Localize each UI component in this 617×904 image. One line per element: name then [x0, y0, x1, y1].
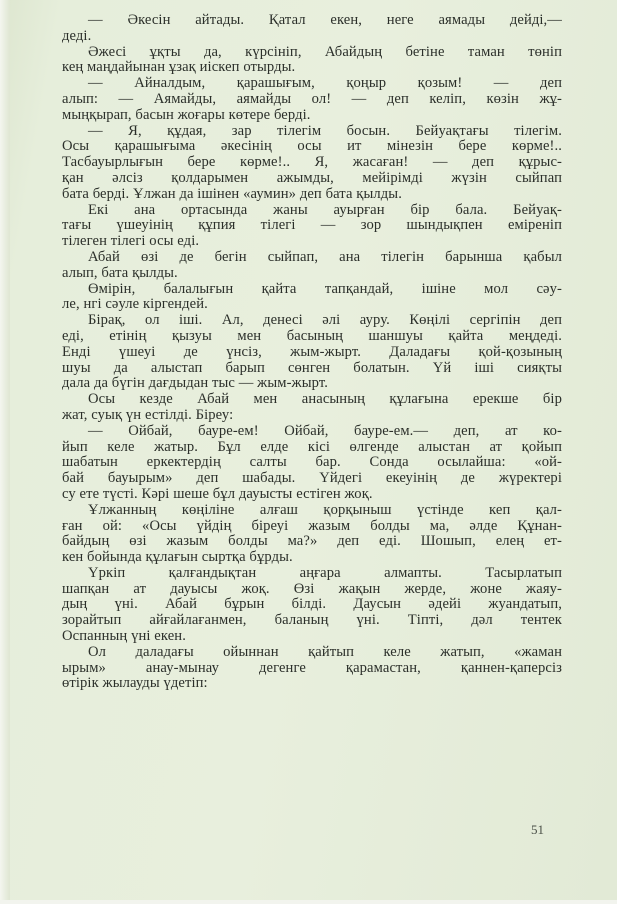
text-line: ған ой: «Осы үйдің біреуі жазым болды ма, әлде Құнан- — [62, 517, 562, 534]
text-line: Өмірін, балалығын қайта тапқандай, ішіне мол сәу- — [88, 280, 562, 297]
text-line: бай бауырым» деп шабады. Үйдегі екеуінің де жүректері — [62, 470, 562, 487]
text-line: дала да бүгін дағдыдан тыс — жым-жырт. — [62, 375, 328, 392]
text-line: алып: — Аямайды, аямайды ол! — деп келіп, көзін жұ- — [62, 90, 562, 107]
text-line: йып келе жатыр. Бұл елде кісі өлгенде алыстан ат қойып — [62, 438, 562, 455]
text-line: Үркіп қалғандықтан аңғара алмапты. Тасырлатып — [88, 564, 562, 581]
text-line: дың үні. Абай бұрын білді. Даусын әдейі жуандатып, — [62, 596, 562, 613]
text-line: байдың өзі жазым болды ма?» деп еді. Шошып, елең ет- — [62, 533, 562, 550]
text-line: қан әлсіз қолдарымен ажымды, мейірімді жүзін сыйпап — [62, 169, 562, 186]
text-line: зорайтып айғайлағанмен, баланың үні. Тіпті, дәл тентек — [62, 612, 562, 629]
text-line: Абай өзі де бегін сыйпап, ана тілегін барынша қабыл — [88, 248, 562, 265]
text-line: жат, суық үн естілді. Біреу: — [62, 406, 234, 423]
text-line: бата берді. Ұлжан да ішінен «аумин» деп бата қылды. — [62, 185, 402, 202]
text-line: — Айналдым, қарашығым, қоңыр қозым! — деп — [88, 75, 562, 92]
text-line: ырым» анау-мынау дегенге қарамастан, қаннен-қаперсіз — [62, 659, 562, 676]
text-line: Бірақ, ол іші. Ал, денесі әлі ауру. Көңілі сергіпін деп — [88, 312, 562, 329]
page-bottom-edge — [0, 900, 617, 904]
body-text — [62, 13, 562, 692]
text-line: мыңқырап, басын жоғары көтере берді. — [62, 106, 311, 123]
page-left-edge — [0, 0, 10, 904]
text-line: шапқан ат дауысы жоқ. Өзі жақын жерде, жоне жаяу- — [62, 580, 562, 597]
text-line: Енді үшеуі де үнсіз, жым-жырт. Даладағы қой-қозының — [62, 343, 562, 360]
text-line: — Ойбай, бауре-ем! Ойбай, бауре-ем.— деп, ат ко- — [88, 422, 562, 439]
text-line: деді. — [62, 27, 92, 44]
text-line: Оспанның үні екен. — [62, 628, 186, 645]
text-line: кен бойында құлағын сыртқа бұрды. — [62, 549, 293, 566]
text-line: Екі ана ортасында жаны ауырған бір бала. Бейуақ- — [88, 201, 562, 218]
page-number: 51 — [531, 822, 544, 837]
text-line: шуы да алыстап барып сөнген болатын. Үй іші сияқты — [62, 359, 562, 376]
text-line: Әжесі ұқты да, күрсініп, Абайдың бетіне таман төніп — [88, 43, 562, 60]
text-line: өтірік жылауды үдетіп: — [62, 675, 208, 692]
text-line: — Я, құдая, зар тілегім босын. Бейуақтағы тілегім. — [88, 122, 562, 139]
text-line: кең маңдайынан ұзақ иіскеп отырды. — [62, 59, 296, 76]
text-line: алып, бата қылды. — [62, 264, 178, 281]
text-line: тілеген тілегі осы еді. — [62, 233, 200, 250]
text-line: Ұлжанның көңіліне алғаш қорқыныш үстінде кеп қал- — [88, 501, 562, 518]
text-line: ле, нгі сәуле кіргендей. — [62, 296, 208, 313]
text-line: тағы үшеуінің құпия тілегі — зор шындықпен еміреніп — [62, 217, 562, 234]
text-line: Тасбауырлығын бере көрме!.. Я, жасаған! — деп құрыс- — [62, 154, 562, 171]
text-line: Ол даладағы ойыннан қайтып келе жатып, «жаман — [88, 643, 562, 660]
text-line: еді, етінің қызуы мен басының шаншуы қайта меңдеді. — [62, 327, 562, 344]
text-line: — Әкесін айтады. Қатал екен, неге аямады дейді,— — [88, 12, 562, 28]
text-line: Осы қарашығыма әкесінің осы ит мінезін бере көрме!.. — [62, 138, 562, 155]
text-line: Осы кезде Абай мен анасының құлағына ерекше бір — [88, 391, 562, 408]
text-line: су ете түсті. Кәрі шеше бұл дауысты естіген жоқ. — [62, 485, 373, 502]
text-line: шабатын еркектердің салты бар. Сонда осылайша: «ой- — [62, 454, 562, 471]
